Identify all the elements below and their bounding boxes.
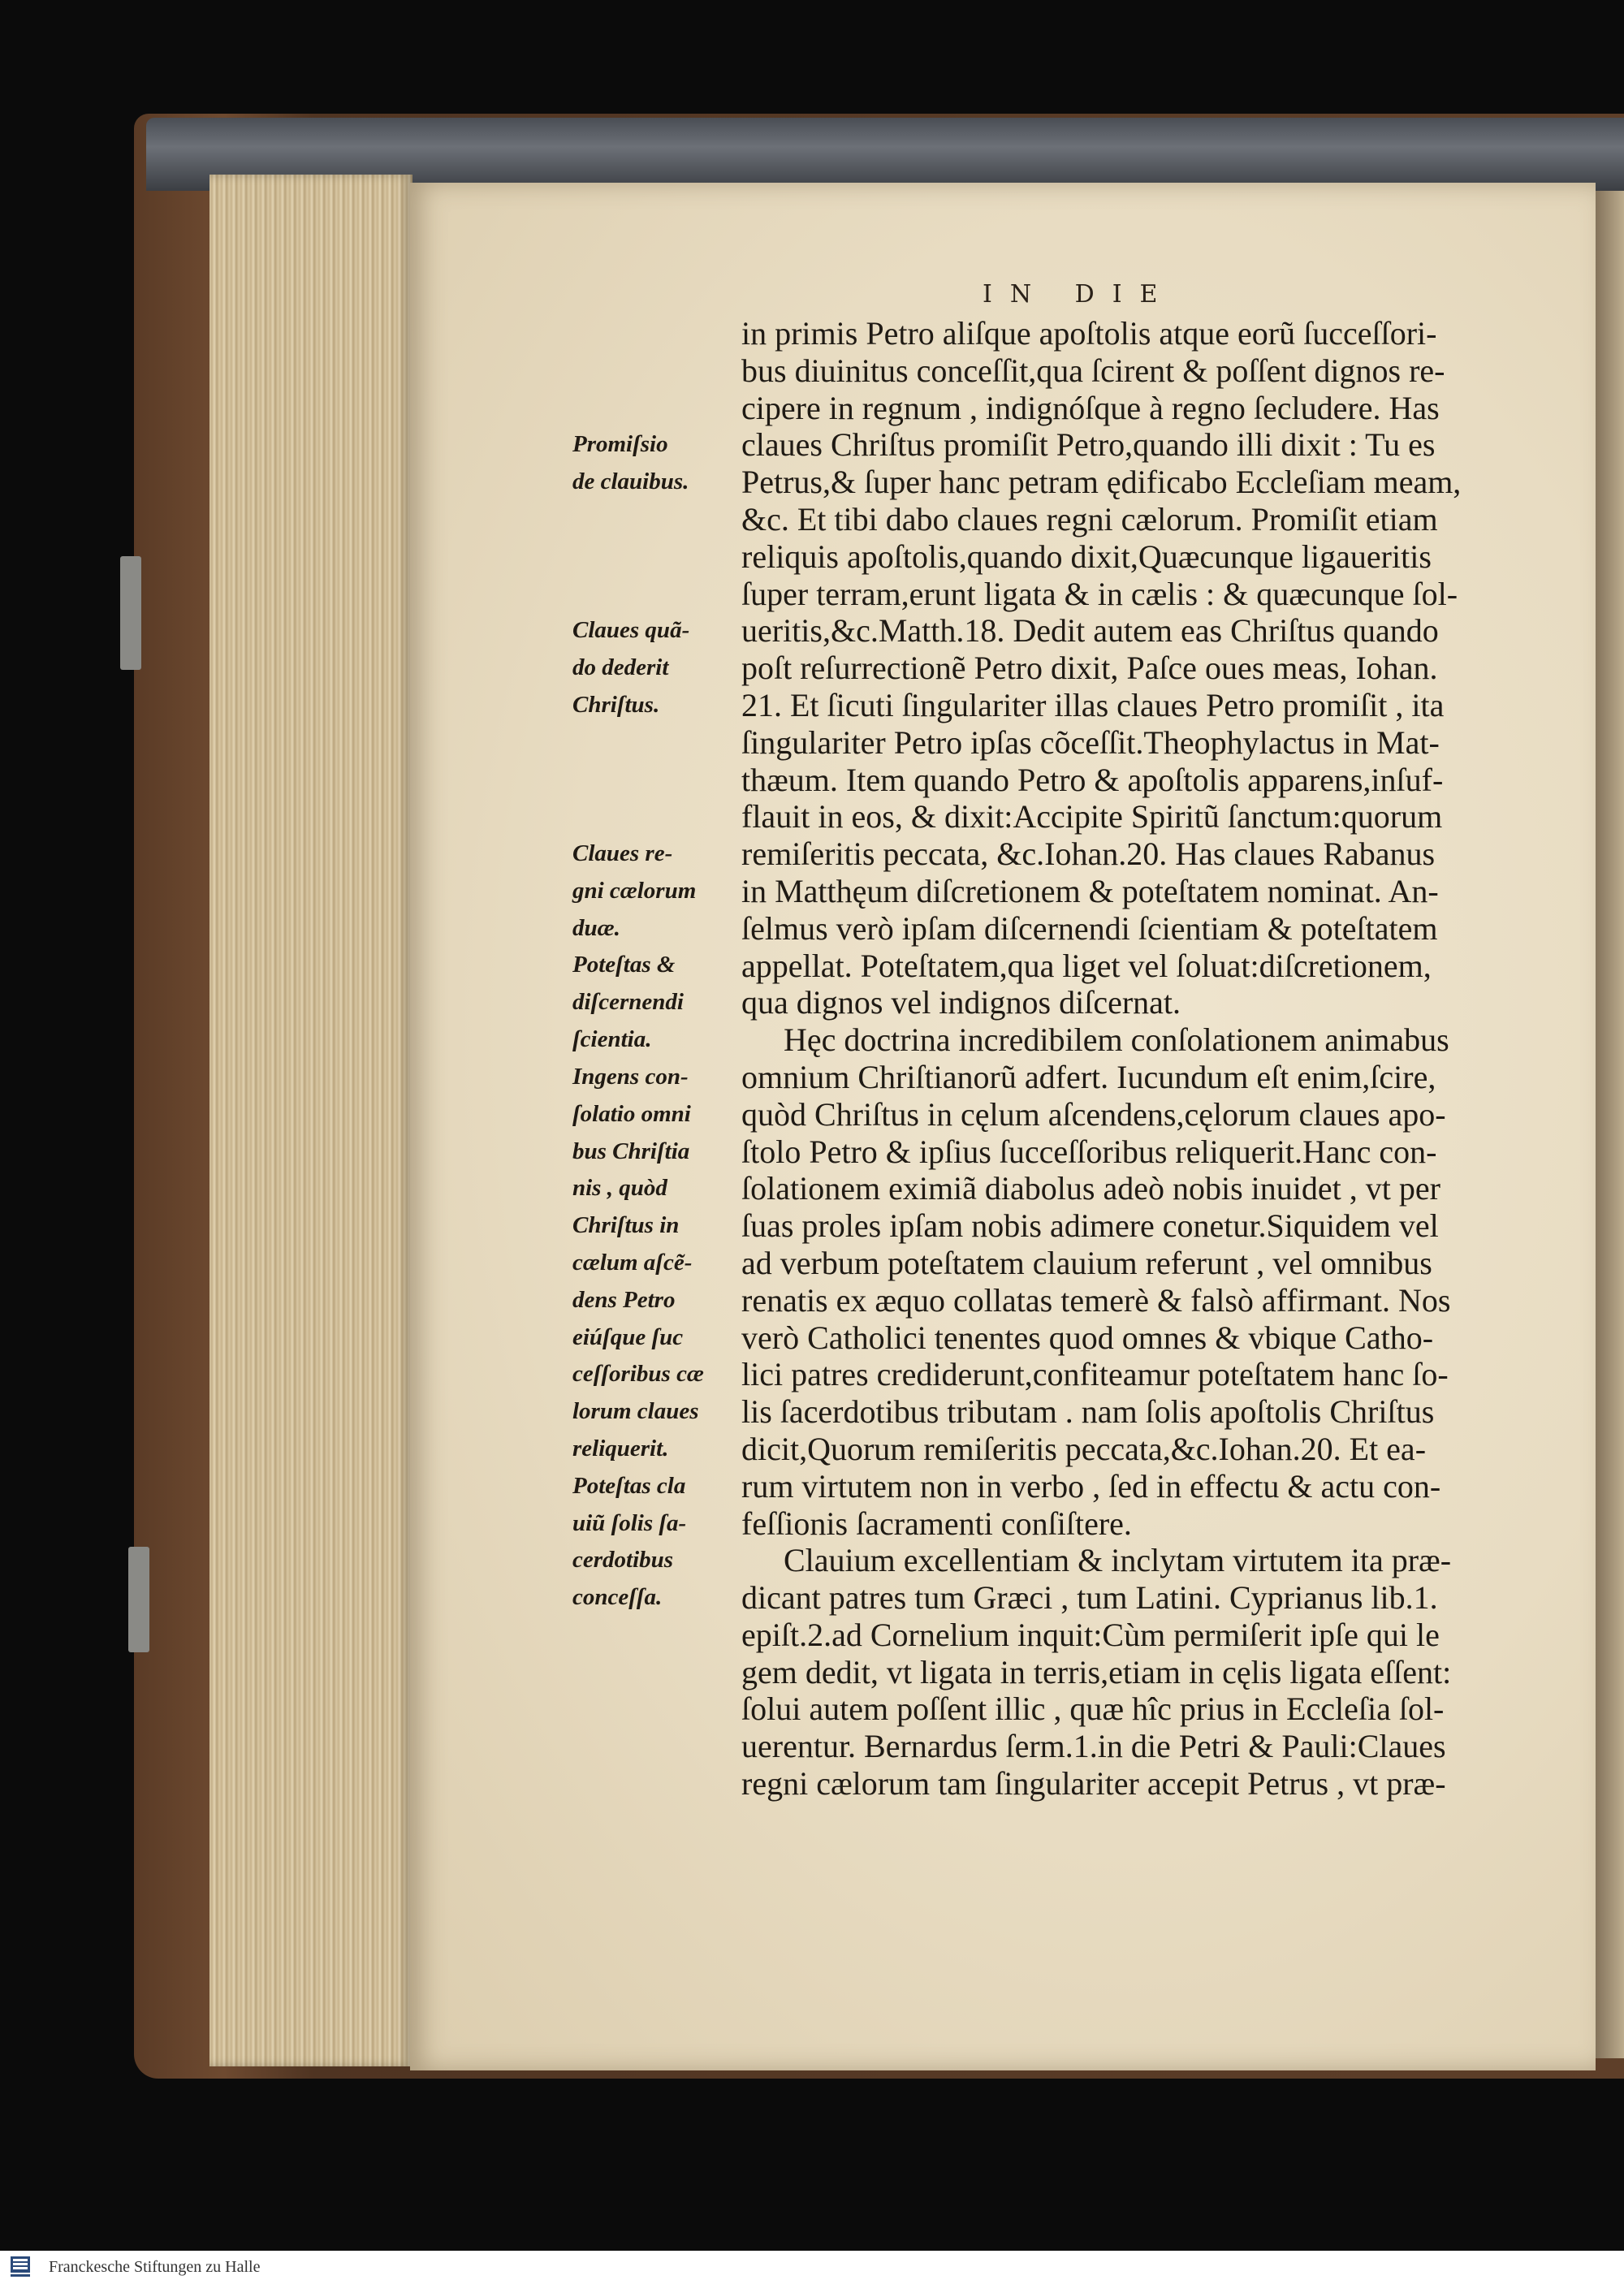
marginal-note-line: gni cælorum bbox=[572, 877, 697, 904]
text-line: flauit in eos, & dixit:Accipite Spiritũ ſanctum:quorum bbox=[741, 798, 1443, 835]
marginal-note bbox=[572, 835, 743, 1059]
marginal-note-line: dens Petro bbox=[572, 1286, 676, 1313]
text-line: feſſionis ſacramenti conſiſtere. bbox=[741, 1505, 1132, 1542]
text-line: 21. Et ſicuti ſingulariter illas claues Petro promiſit , ita bbox=[741, 686, 1445, 723]
marginal-note bbox=[572, 612, 743, 723]
text-line: Petrus,& ſuper hanc petram ędificabo Eccleſiam meam, bbox=[741, 464, 1462, 501]
marginal-note-line: diſcernendi bbox=[572, 989, 684, 1016]
marginal-note-line: bus Chriſtia bbox=[572, 1138, 690, 1164]
text-line: remiſeritis peccata, &c.Iohan.20. Has claues Rabanus bbox=[741, 835, 1436, 873]
text-line: regni cælorum tam ſingulariter accepit Petrus , vt præ- bbox=[741, 1765, 1446, 1803]
marginal-note-line: lorum claues bbox=[572, 1398, 699, 1425]
marginal-note-line: Claues quã- bbox=[572, 617, 690, 643]
text-line: ſolui autem poſſent illic , quæ hîc prius in Eccleſia ſol- bbox=[741, 1690, 1445, 1728]
text-line: in primis Petro aliſque apoſtolis atque eorũ ſucceſſori- bbox=[741, 315, 1437, 352]
text-line: in Matthęum diſcretionem & poteſtatem nominat. An- bbox=[741, 872, 1439, 909]
text-line: uerentur. Bernardus ſerm.1.in die Petri & Pauli:Claues bbox=[741, 1728, 1446, 1765]
text-line: quòd Chriſtus in cęlum aſcendens,cęlorum claues apo- bbox=[741, 1095, 1446, 1133]
marginal-note-line: do dederit bbox=[572, 654, 669, 680]
clasp-icon bbox=[120, 556, 141, 670]
text-line: lis ſacerdotibus tributam . nam ſolis apoſtolis Chriſtus bbox=[741, 1393, 1435, 1431]
text-line: dicit,Quorum remiſeritis peccata,&c.Iohan.20. Et ea- bbox=[741, 1430, 1427, 1467]
text-line: ueritis,&c.Matth.18. Dedit autem eas Chriſtus quando bbox=[741, 612, 1439, 650]
text-line: ſtolo Petro & ipſius ſucceſſoribus reliquerit.Hanc con- bbox=[741, 1133, 1437, 1170]
marginal-note-line: duæ. bbox=[572, 914, 620, 941]
marginal-note-line: cælum aſcẽ- bbox=[572, 1249, 693, 1276]
text-line: omnium Chriſtianorũ adfert. Iucundum eſt enim,ſcire, bbox=[741, 1058, 1436, 1095]
text-line: ſuper terram,erunt ligata & in cælis : & quæcunque ſol- bbox=[741, 575, 1458, 612]
text-line: lici patres crediderunt,confiteamur poteſtatem hanc ſo- bbox=[741, 1356, 1449, 1393]
running-header: IN DIE bbox=[983, 280, 1176, 309]
marginal-note-line: Chriſtus. bbox=[572, 691, 660, 718]
marginal-note-line: reliquerit. bbox=[572, 1435, 669, 1462]
marginal-note-line: ceſſoribus cæ bbox=[572, 1361, 704, 1388]
text-line: ad verbum poteſtatem clauium referunt , vel omnibus bbox=[741, 1244, 1432, 1281]
institution-logo-icon bbox=[10, 2256, 31, 2278]
text-line: gem dedit, vt ligata in terris,etiam in cęlis ligata eſſent: bbox=[741, 1653, 1452, 1690]
clasp-icon bbox=[128, 1547, 149, 1652]
institution-name: Franckesche Stiftungen zu Halle bbox=[49, 2258, 261, 2276]
text-line: rum virtutem non in verbo , ſed in effectu & actu con- bbox=[741, 1467, 1441, 1505]
text-line: ſelmus verò ipſam diſcernendi ſcientiam & poteſtatem bbox=[741, 909, 1438, 947]
text-line: renatis ex æquo collatas temerè & falsò affirmant. Nos bbox=[741, 1281, 1451, 1319]
text-line: ſolationem eximiã diabolus adeò nobis inuidet , vt per bbox=[741, 1170, 1440, 1207]
text-line: cipere in regnum , indignóſque à regno ſecludere. Has bbox=[741, 389, 1440, 426]
footer-bar bbox=[0, 2251, 1624, 2284]
text-line: &c. Et tibi dabo claues regni cælorum. Promiſit etiam bbox=[741, 500, 1438, 538]
marginal-note-line: ſcientia. bbox=[572, 1025, 652, 1052]
marginal-note-line: conceſſa. bbox=[572, 1584, 663, 1611]
text-line: dicant patres tum Græci , tum Latini. Cyprianus lib.1. bbox=[741, 1579, 1438, 1617]
text-line: claues Chriſtus promiſit Petro,quando illi dixit : Tu es bbox=[741, 426, 1436, 464]
marginal-note-line: Poteſtas & bbox=[572, 952, 676, 978]
marginal-note bbox=[572, 426, 743, 501]
marginal-note-line: Chriſtus in bbox=[572, 1212, 680, 1239]
marginal-note-line: Poteſtas cla bbox=[572, 1472, 686, 1499]
marginal-note-line: ſolatio omni bbox=[572, 1100, 691, 1127]
text-line: reliquis apoſtolis,quando dixit,Quæcunque ligaueritis bbox=[741, 538, 1432, 575]
marginal-note-line: nis , quòd bbox=[572, 1175, 667, 1202]
text-line: qua dignos vel indignos diſcernat. bbox=[741, 984, 1181, 1021]
marginal-note-line: cerdotibus bbox=[572, 1547, 674, 1574]
marginal-note-line: Promiſsio bbox=[572, 431, 668, 457]
text-line: verò Catholici tenentes quod omnes & vbique Catho- bbox=[741, 1319, 1434, 1356]
text-line: thæum. Item quando Petro & apoſtolis apparens,inſuf- bbox=[741, 761, 1444, 798]
text-line: poſt reſurrectionẽ Petro dixit, Paſce oues meas, Iohan. bbox=[741, 650, 1438, 687]
marginal-note-line: Claues re- bbox=[572, 840, 673, 866]
text-line: bus diuinitus conceſſit,qua ſcirent & poſſent dignos re- bbox=[741, 352, 1445, 389]
marginal-note-line: Ingens con- bbox=[572, 1064, 689, 1090]
marginal-note-line: de clauibus. bbox=[572, 468, 689, 494]
text-line: Clauium excellentiam & inclytam virtutem ita præ- bbox=[784, 1542, 1452, 1579]
body-text bbox=[741, 315, 1513, 1803]
text-line: appellat. Poteſtatem,qua liget vel ſoluat:diſcretionem, bbox=[741, 947, 1432, 984]
text-line: Hęc doctrina incredibilem conſolationem animabus bbox=[784, 1021, 1449, 1059]
marginal-note bbox=[572, 1059, 743, 1617]
page-edges bbox=[209, 175, 412, 2066]
marginal-note-line: uiũ ſolis ſa- bbox=[572, 1509, 687, 1536]
marginal-note-line: eiúſque ſuc bbox=[572, 1323, 684, 1350]
text-line: ſingulariter Petro ipſas cõceſſit.Theophylactus in Mat- bbox=[741, 723, 1440, 761]
text-line: ſuas proles ipſam nobis adimere conetur.Siquidem vel bbox=[741, 1207, 1439, 1245]
text-line: epiſt.2.ad Cornelium inquit:Cùm permiſerit ipſe qui le bbox=[741, 1616, 1440, 1653]
